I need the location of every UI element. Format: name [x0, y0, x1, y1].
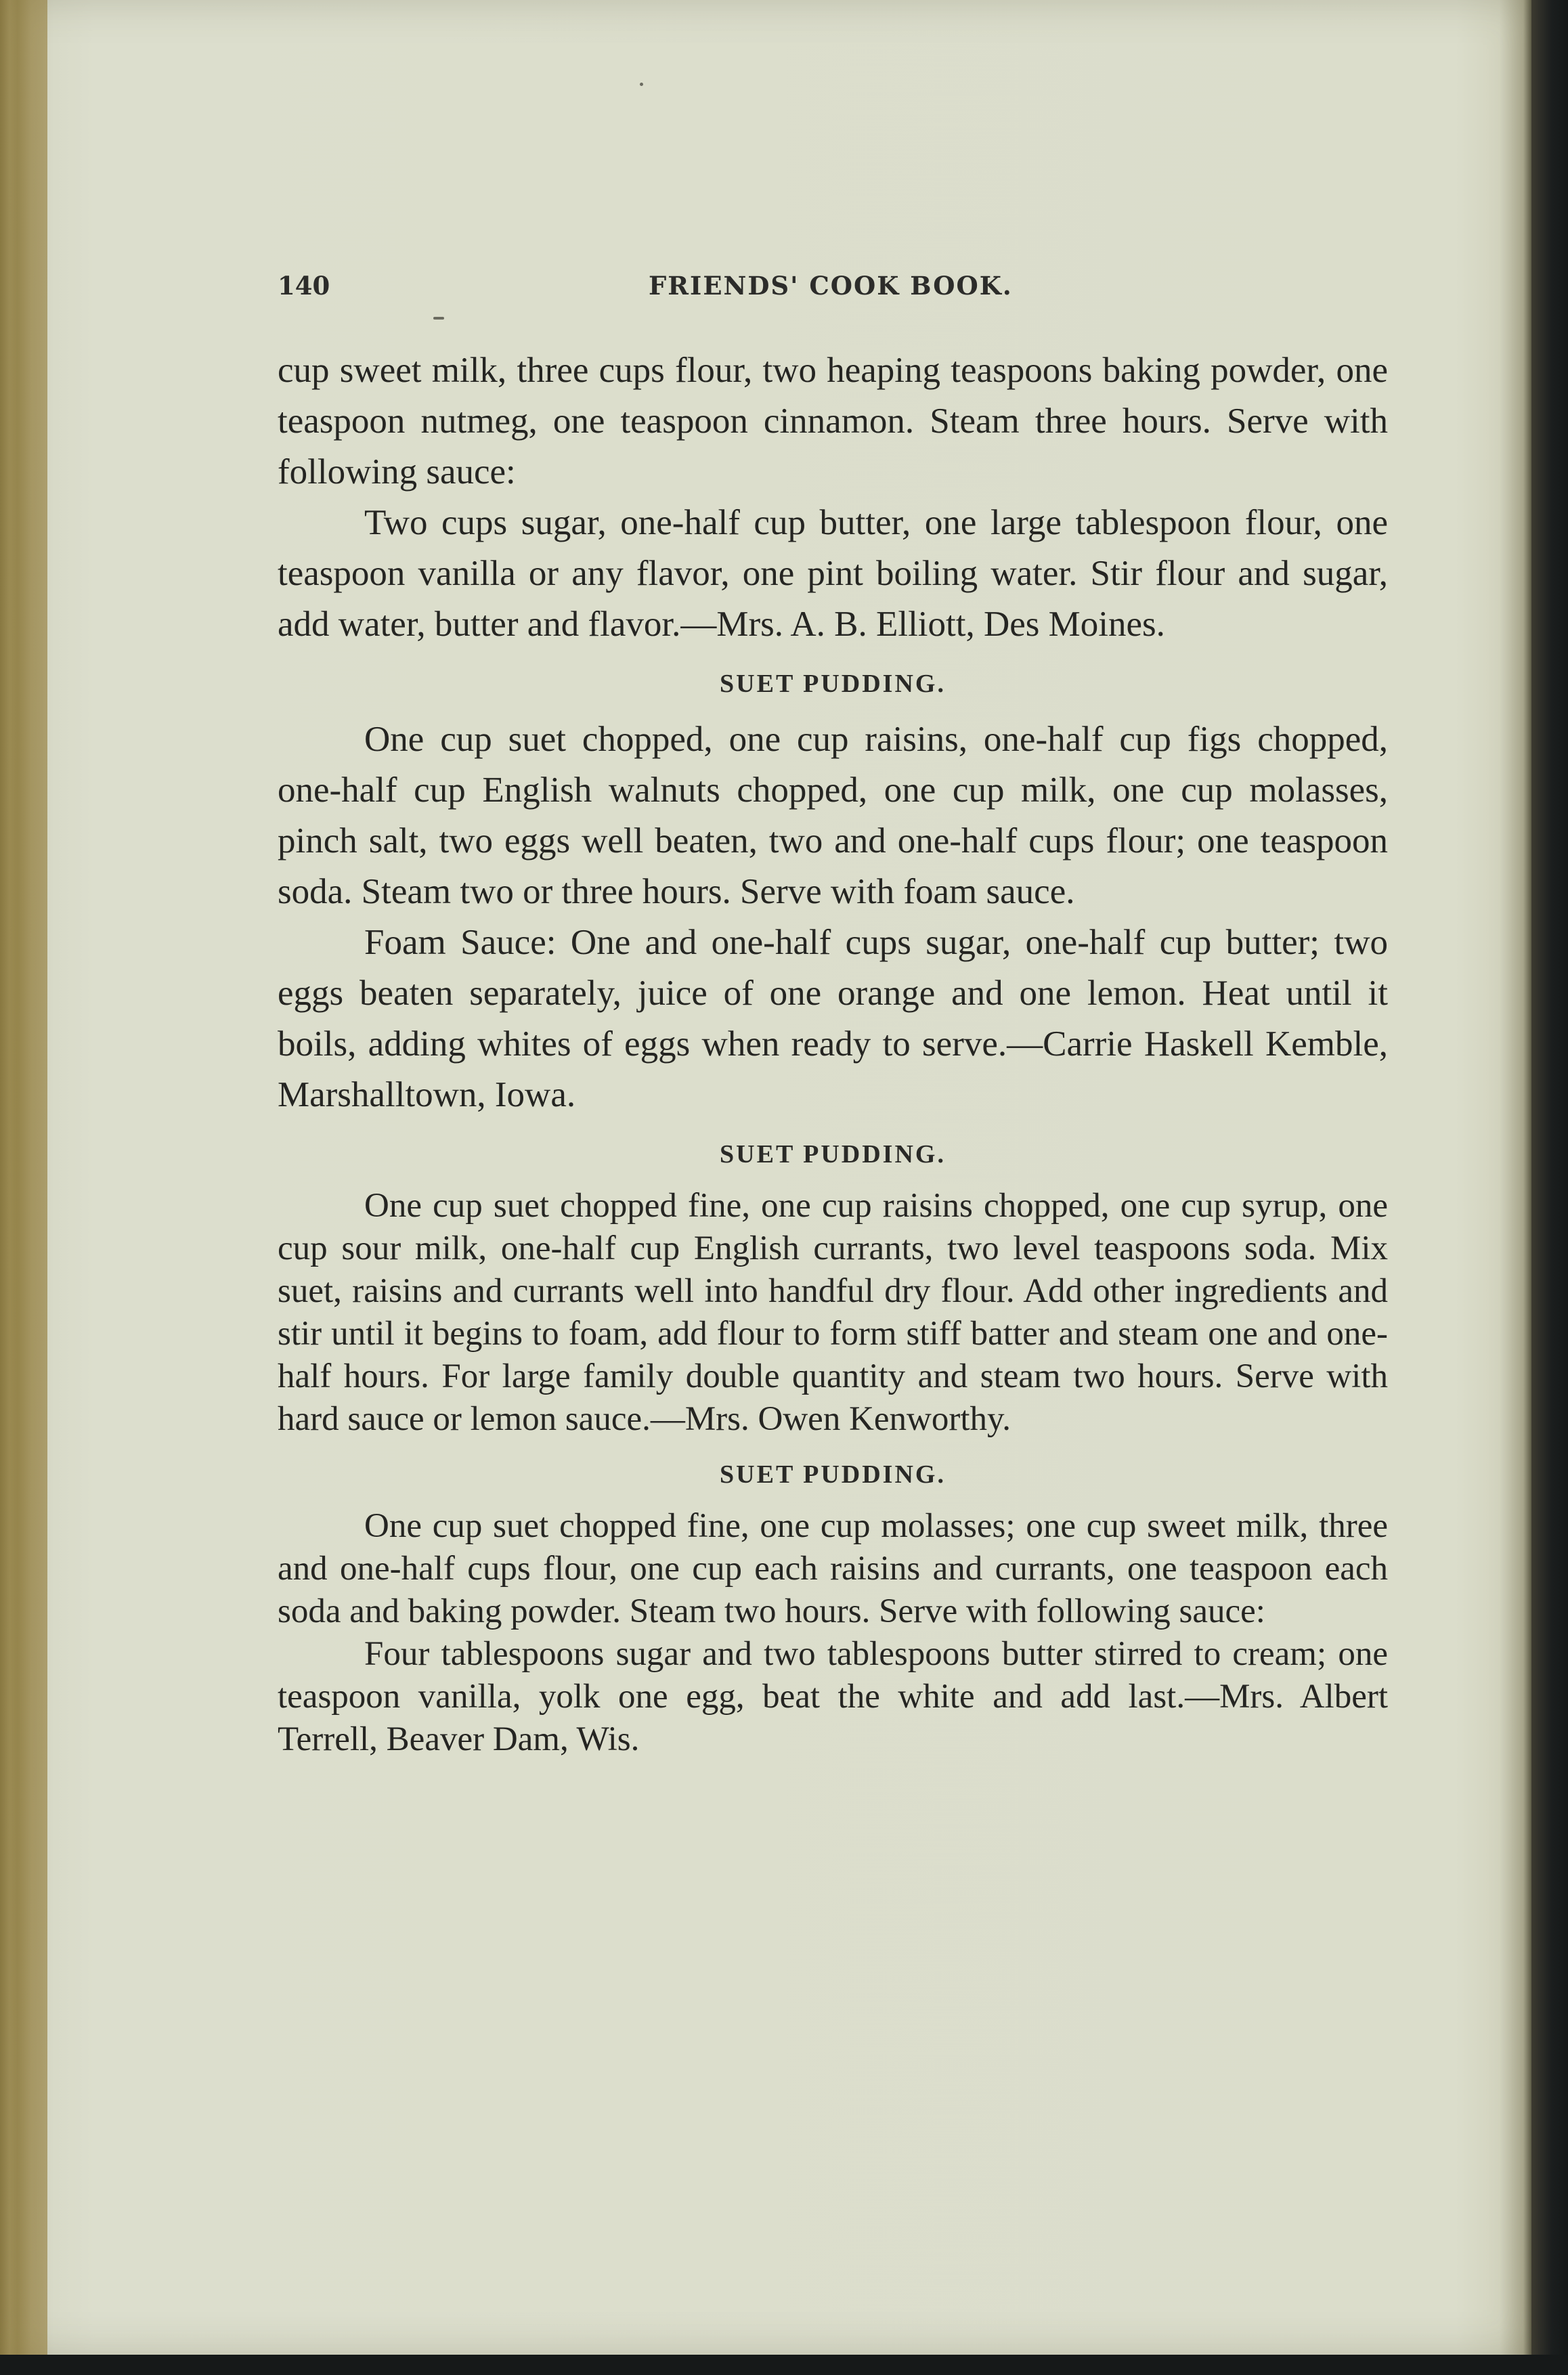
recipe-title: SUET PUDDING. [720, 1460, 946, 1489]
page-number: 140 [278, 271, 330, 301]
page-bottom-edge [0, 2355, 1568, 2375]
recipe-title: SUET PUDDING. [720, 670, 946, 698]
recipe-paragraph: Four tablespoons sugar and two tablespoons butter stirred to cream; one teaspoon vanilla, yolk one egg, beat the white and add last.—Mrs. Albert Terrell, Beaver Dam, Wis. [278, 1635, 1388, 1758]
ink-speck [433, 317, 444, 320]
recipe-paragraph: cup sweet milk, three cups flour, two heaping teaspoons baking powder, one teaspoon nutmeg, one teaspoon cinnamon. Steam three hours. Serve with following sauce: [278, 351, 1388, 492]
recipe-paragraph: Foam Sauce: One and one-half cups sugar, one-half cup butter; two eggs beaten separately, juice of one orange and one lemon. Heat until it boils, adding whites of eggs when ready to serve.—Carrie Haskell Kemble, Marshalltown, Iowa. [278, 923, 1388, 1114]
ink-speck [640, 83, 643, 86]
recipe-paragraph: One cup suet chopped fine, one cup molasses; one cup sweet milk, three and one-half cups flour, one cup each raisins and currants, one teaspoon each soda and baking powder. Steam two hours. Serve with following sauce: [278, 1507, 1388, 1630]
recipe-paragraph: Two cups sugar, one-half cup butter, one large tablespoon flour, one teaspoon vanilla or any flavor, one pint boiling water. Stir flour and sugar, add water, butter and flavor.—Mrs. A. B. Elliott, Des Moines. [278, 503, 1388, 644]
recipe-paragraph: One cup suet chopped fine, one cup raisins chopped, one cup syrup, one cup sour milk, one-half cup English currants, two level teaspoons soda. Mix suet, raisins and currants well into handful dry flour. Add other ingredients and stir until it begins to foam, add flour to form stiff batter and steam one and one-half hours. For large family double quantity and steam two hours. Serve with hard sauce or lemon sauce.—Mrs. Owen Kenworthy. [278, 1187, 1388, 1438]
book-spine [1531, 0, 1568, 2375]
recipe-title: SUET PUDDING. [720, 1140, 946, 1169]
page-body [278, 345, 1388, 1761]
recipe-paragraph: One cup suet chopped, one cup raisins, one-half cup figs chopped, one-half cup English walnuts chopped, one cup milk, one cup molasses, pinch salt, two eggs well beaten, two and one-half cups flour; one teaspoon soda. Steam two or three hours. Serve with foam sauce. [278, 720, 1388, 911]
running-head [278, 271, 1388, 311]
book-title: FRIENDS' COOK BOOK. [649, 271, 1013, 301]
